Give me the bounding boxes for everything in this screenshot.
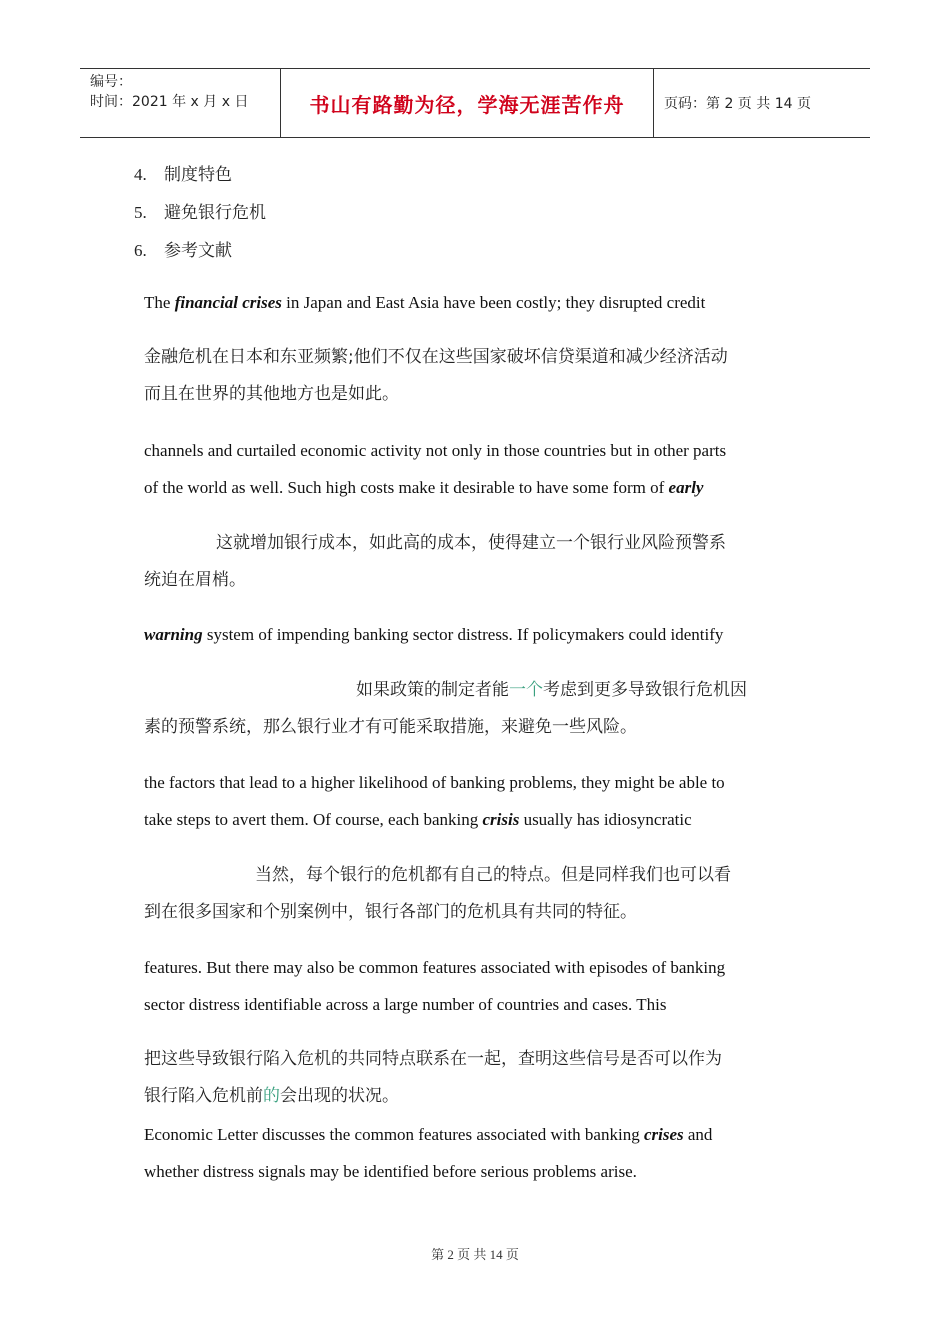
english-line: of the world as well. Such high costs make it desirable to have some form of early [144,478,704,497]
header-motto: 书山有路勤为径，学海无涯苦作舟 [309,92,625,117]
header-page-info: 页码：第 2 页 共 14 页 [664,96,811,112]
english-line: the factors that lead to a higher likelihood of banking problems, they might be able to [144,773,725,792]
header-meta [90,72,280,112]
emphasis: crisis [482,810,520,829]
chinese-paragraph: 把这些导致银行陷入危机的共同特点联系在一起，查明这些信号是否可以作为 银行陷入危机前的会出现的状况。 [144,1049,722,1106]
chinese-paragraph: 这就增加银行成本，如此高的成本，使得建立一个银行业风险预警系 统迫在眉梢。 [144,533,726,590]
english-line: sector distress identifiable across a large number of countries and cases. This [144,995,667,1014]
emphasis: crises [643,1125,684,1144]
english-line: Economic Letter discusses the common features associated with banking crises and [144,1125,713,1144]
english-line: channels and curtailed economic activity not only in those countries but in other parts [144,441,727,460]
toc-item: 5. 避免银行危机 [134,203,266,223]
chinese-paragraph: 金融危机在日本和东亚频繁;他们不仅在这些国家破坏信贷渠道和减少经济活动 而且在世界的其他地方也是如此。 [144,347,728,404]
toc-item-label: 制度特色 [164,165,232,185]
english-line: take steps to avert them. Of course, each banking crisis usually has idiosyncratic [144,810,692,829]
english-line: features. But there may also be common features associated with episodes of banking [144,958,726,977]
chinese-paragraph: 当然，每个银行的危机都有自己的特点。但是同样我们也可以看 到在很多国家和个别案例中，银行各部门的危机具有共同的特征。 [144,865,731,922]
page-footer: 第 2 页 共 14 页 [431,1247,519,1262]
toc-item-label: 避免银行危机 [164,203,266,223]
english-line: whether distress signals may be identified before serious problems arise. [144,1162,637,1181]
toc-item: 6. 参考文献 [134,241,232,261]
emphasis: financial crises [174,293,282,312]
chinese-paragraph: 如果政策的制定者能一个考虑到更多导致银行危机因 素的预警系统，那么银行业才有可能采取措施，来避免一些风险。 [144,680,747,737]
header-divider [653,69,654,137]
toc-list [134,156,266,270]
toc-item: 4. 制度特色 [134,165,232,185]
time-label: 时间：2021 年 x 月 x 日 [90,94,249,110]
emphasis: warning [144,625,203,644]
english-line: The financial crises in Japan and East Asia have been costly; they disrupted credit [144,293,706,312]
toc-item-label: 参考文献 [164,241,232,261]
emphasis: early [668,478,704,497]
english-line: warning system of impending banking sector distress. If policymakers could identify [144,625,724,644]
serial-label: 编号： [90,74,132,90]
page-header [80,68,870,138]
